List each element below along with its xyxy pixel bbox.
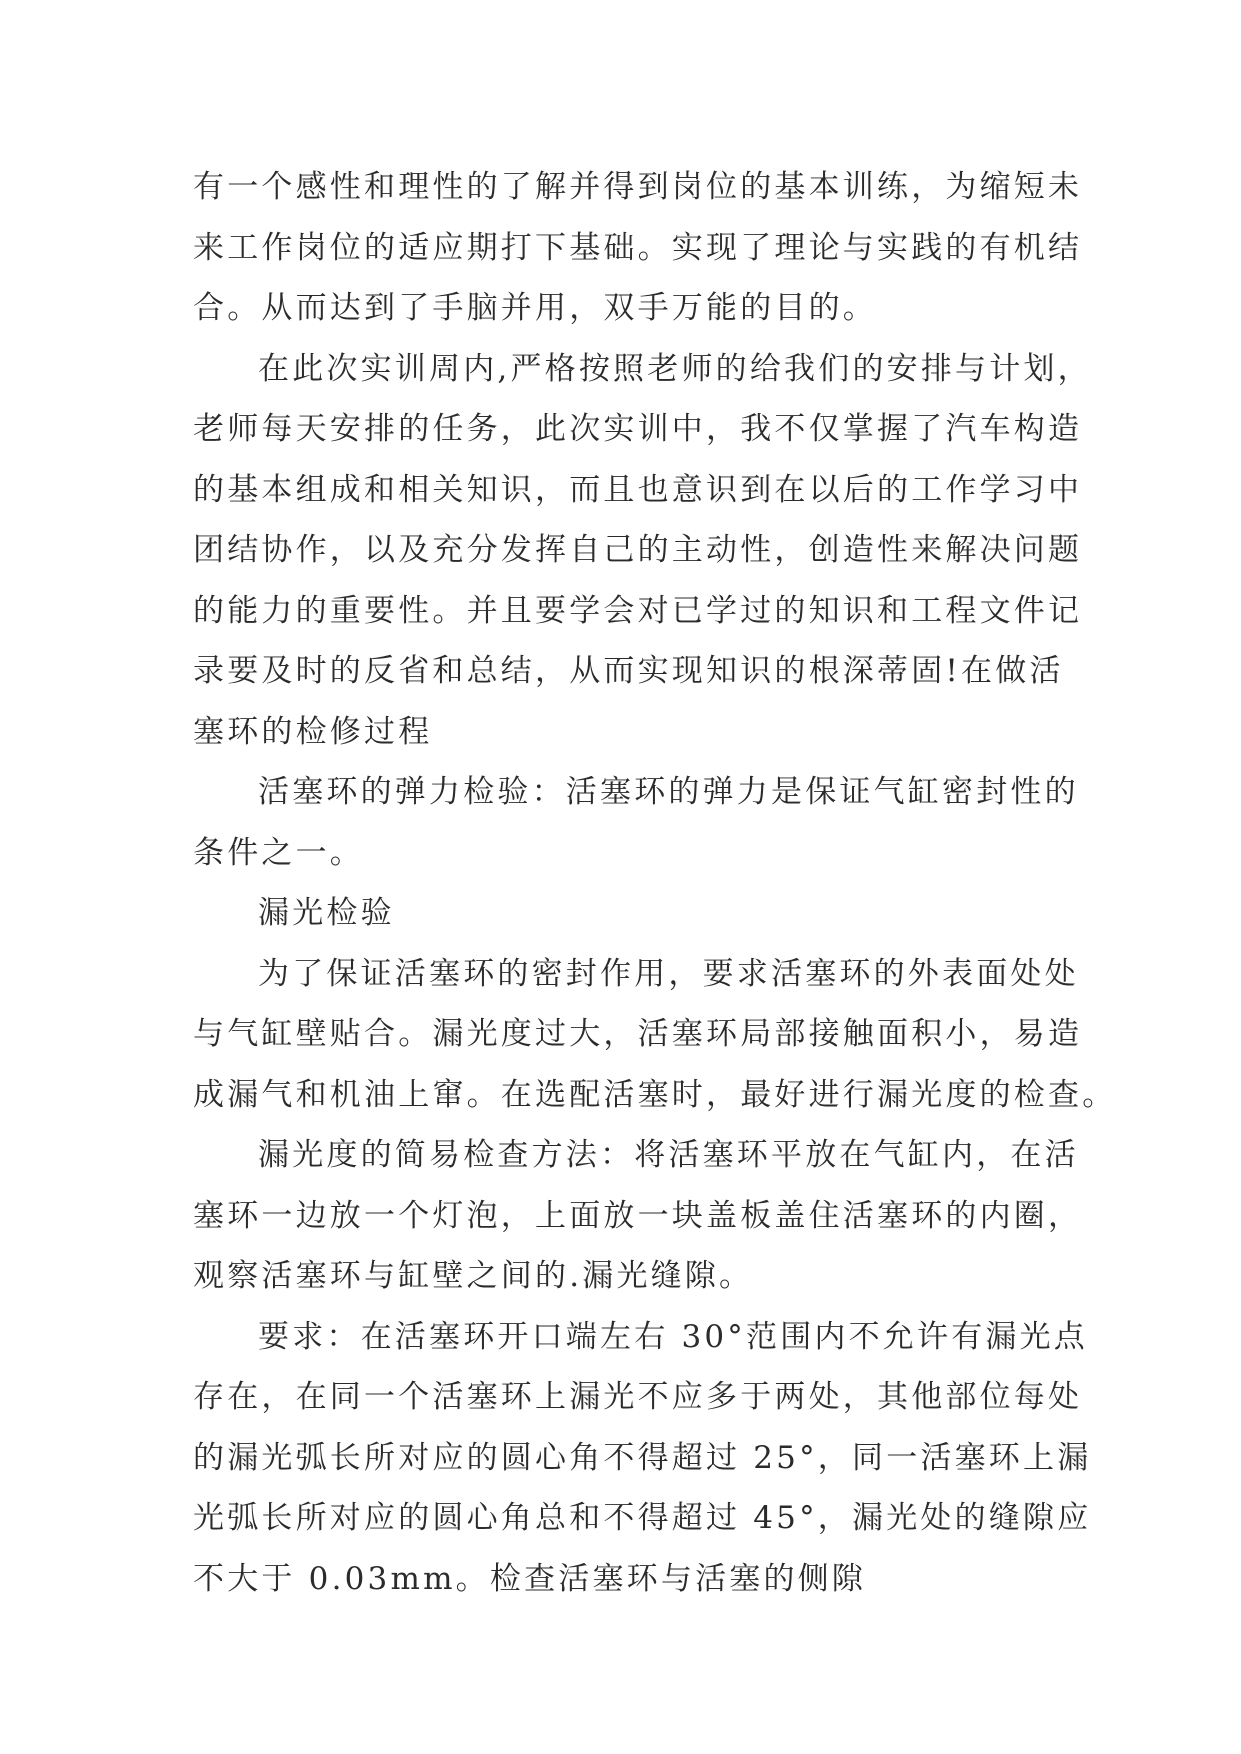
text-line: 与气缸壁贴合。漏光度过大，活塞环局部接触面积小，易造 bbox=[193, 1016, 1083, 1052]
text-line: 有一个感性和理性的了解并得到岗位的基本训练，为缩短未 bbox=[193, 169, 1083, 205]
text-line: 活塞环的弹力检验：活塞环的弹力是保证气缸密封性的 bbox=[258, 774, 1079, 810]
text-line: 塞环一边放一个灯泡，上面放一块盖板盖住活塞环的内圈， bbox=[193, 1197, 1083, 1234]
text-line: 观察活塞环与缸壁之间的.漏光缝隙。 bbox=[193, 1258, 754, 1294]
text-line: 光弧长所对应的圆心角总和不得超过 45°，漏光处的缝隙应 bbox=[193, 1500, 1092, 1536]
text-line: 的能力的重要性。并且要学会对已学过的知识和工程文件记 bbox=[193, 592, 1083, 629]
text-line: 在此次实训周内,严格按照老师的给我们的安排与计划， bbox=[258, 350, 1092, 387]
text-line: 漏光度的简易检查方法：将活塞环平放在气缸内，在活 bbox=[258, 1137, 1079, 1173]
text-line: 存在，在同一个活塞环上漏光不应多于两处，其他部位每处 bbox=[193, 1379, 1083, 1415]
text-line: 来工作岗位的适应期打下基础。实现了理论与实践的有机结 bbox=[193, 229, 1083, 266]
text-line: 条件之一。 bbox=[193, 834, 364, 871]
section-heading: 漏光检验 bbox=[258, 895, 395, 931]
text-line: 的基本组成和相关知识，而且也意识到在以后的工作学习中 bbox=[193, 471, 1083, 508]
text-line: 合。从而达到了手脑并用，双手万能的目的。 bbox=[193, 290, 877, 326]
text-line: 录要及时的反省和总结，从而实现知识的根深蒂固!在做活 bbox=[193, 653, 1064, 689]
text-line: 老师每天安排的任务，此次实训中，我不仅掌握了汽车构造 bbox=[193, 411, 1083, 447]
document-body bbox=[193, 157, 1117, 1609]
text-line: 的漏光弧长所对应的圆心角不得超过 25°，同一活塞环上漏 bbox=[193, 1439, 1092, 1476]
text-line: 塞环的检修过程 bbox=[193, 713, 433, 750]
text-line: 要求：在活塞环开口端左右 30°范围内不允许有漏光点 bbox=[258, 1318, 1088, 1355]
text-line: 不大于 0.03mm。检查活塞环与活塞的侧隙 bbox=[193, 1560, 867, 1597]
text-line: 为了保证活塞环的密封作用，要求活塞环的外表面处处 bbox=[258, 955, 1079, 992]
text-line: 团结协作，以及充分发挥自己的主动性，创造性来解决问题 bbox=[193, 532, 1083, 568]
text-line: 成漏气和机油上窜。在选配活塞时，最好进行漏光度的检查。 bbox=[193, 1076, 1117, 1113]
